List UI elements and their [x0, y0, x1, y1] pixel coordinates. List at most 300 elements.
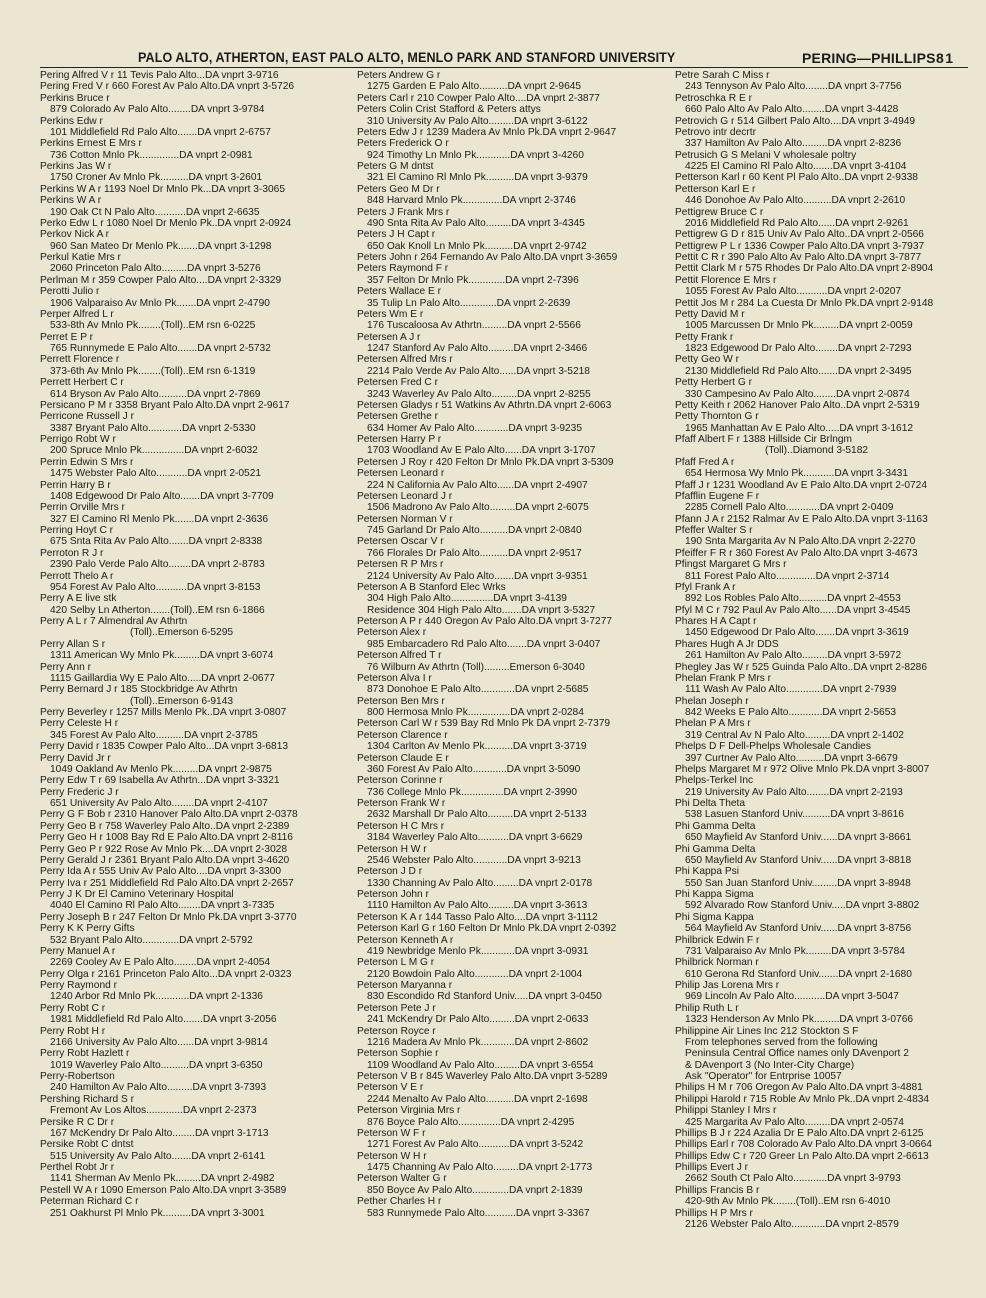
listing-line: 1823 Edgewood Dr Palo Alto........DA vnprt 2-7293 [685, 343, 912, 354]
listing-line: Peterson Pete J r [357, 1002, 436, 1014]
listing-line: Perry Olga r 2161 Princeton Palo Alto...DA vnprt 2-0323 [40, 968, 292, 980]
listing-line: Peterson Karl G r 160 Felton Dr Mnlo Pk.DA vnprt 2-0392 [357, 923, 617, 935]
listing-line: 538 Lasuen Stanford Univ..........DA vnprt 3-8616 [685, 809, 904, 821]
listing-line: 76 Wilburn Av Athrtn (Toll).........Emerson 6-3040 [367, 661, 585, 673]
listing-line: Peters Carl r 210 Cowper Palo Alto....DA vnprt 2-3877 [357, 92, 600, 104]
listing-line: 2166 University Av Palo Alto......DA vnprt 3-9814 [50, 1036, 268, 1048]
listing-line: Pfann J A r 2152 Ralmar Av E Palo Alto.DA vnprt 3-1163 [675, 513, 928, 525]
listing-line: 650 Mayfield Av Stanford Univ......DA vnprt 3-8818 [685, 854, 912, 866]
listing-line: 3387 Bryant Palo Alto............DA vnprt 2-5330 [50, 422, 256, 434]
listing-line: Peterson Alfred T r [357, 650, 442, 662]
listing-line: 2269 Cooley Av E Palo Alto........DA vnprt 2-4054 [50, 957, 271, 969]
listing-line: 1240 Arbor Rd Mnlo Pk............DA vnprt 2-1336 [50, 991, 263, 1003]
listing-line: Peterson Royce r [357, 1025, 436, 1037]
listing-line: Perry Gerald J r 2361 Bryant Palo Alto.DA vnprt 3-4620 [40, 854, 290, 866]
listing-line: Peters Edw J r 1239 Madera Av Mnlo Pk.DA vnprt 2-9647 [357, 126, 617, 138]
listing-line: Perrin Edwin S Mrs r [40, 456, 134, 468]
listing-line: Phegley Jas W r 525 Guinda Palo Alto..DA vnprt 2-8286 [675, 661, 927, 673]
listing-line: Pettigrew P L r 1336 Cowper Palo Alto.DA vnprt 3-7937 [675, 240, 925, 252]
listing-line: 2244 Menalto Av Palo Alto..........DA vnprt 2-1698 [367, 1093, 588, 1105]
listing-line: Perry Edw T r 69 Isabella Av Athrtn...DA vnprt 3-3321 [40, 775, 280, 787]
listing-line: 397 Curtner Av Palo Alto..........DA vnprt 3-6679 [685, 752, 898, 764]
listing-line: Peterson Ben Mrs r [357, 695, 445, 707]
listing-line: 446 Donohoe Av Palo Alto..........DA vnprt 2-2610 [685, 195, 906, 207]
listing-line: Philip Ruth L r [675, 1002, 739, 1014]
listing-line: 1981 Middlefield Rd Palo Alto.......DA vnprt 3-2056 [50, 1014, 277, 1026]
listing-line: Perkins W A r [40, 195, 102, 207]
listing-line: Petty Frank r [675, 331, 734, 343]
listing-line: Petty Thornton G r [675, 411, 759, 423]
listing-line: 190 Snta Margarita Av N Palo Alto.DA vnprt 2-2270 [685, 536, 916, 548]
listing-line: 592 Alvarado Row Stanford Univ.....DA vnprt 3-8802 [685, 900, 920, 912]
listing-line: Petersen A J r [357, 331, 421, 343]
listing-line: Perry David r 1835 Cowper Palo Alto...DA vnprt 3-6813 [40, 741, 289, 753]
listing-line: 610 Gerona Rd Stanford Univ.......DA vnprt 2-1680 [685, 968, 912, 980]
listing-line: 2016 Middlefield Rd Palo Alto......DA vnprt 2-9261 [685, 217, 909, 229]
listing-line: 736 Cotton Mnlo Pk..............DA vnprt 2-0981 [50, 149, 253, 161]
listing-line: Philips H M r 706 Oregon Av Palo Alto.DA vnprt 3-4881 [675, 1082, 923, 1094]
listing-line: Perko Edw L r 1080 Noel Dr Menlo Pk..DA vnprt 2-0924 [40, 217, 292, 229]
listing-line: 1506 Madrono Av Palo Alto.........DA vnprt 2-6075 [367, 502, 589, 514]
listing-line: 848 Harvard Mnlo Pk..............DA vnprt 2-3746 [367, 195, 576, 207]
listing-line: 1055 Forest Av Palo Alto...........DA vnprt 2-0207 [685, 286, 902, 298]
listing-line: 876 Boyce Palo Alto...............DA vnprt 2-4295 [367, 1116, 575, 1128]
listing-line: 533-8th Av Mnlo Pk........(Toll)..EM rsn 6-0225 [50, 320, 256, 332]
listing-line: 101 Middlefield Rd Palo Alto.......DA vnprt 2-6757 [50, 126, 271, 138]
listing-line: Petersen Fred C r [357, 377, 438, 389]
listing-line: 532 Bryant Palo Alto.............DA vnprt 2-5792 [50, 934, 253, 946]
listing-line: Perkins Ernest E Mrs r [40, 138, 142, 150]
listing-line: Perry Robt C r [40, 1002, 106, 1014]
listing-line: 1109 Woodland Av Palo Alto.........DA vnprt 3-6554 [367, 1059, 594, 1071]
listing-line: 985 Embarcadero Rd Palo Alto.......DA vnprt 3-0407 [367, 638, 601, 650]
listing-line: Perring Hoyt C r [40, 525, 114, 536]
listing-line: 360 Forest Av Palo Alto............DA vnprt 3-5090 [367, 763, 581, 775]
listing-line: Peters Andrew G r [357, 70, 441, 81]
listing-line: Petersen Harry P r [357, 434, 442, 445]
listing-line: Peterson V E r [357, 1082, 424, 1094]
listing-line: 1703 Woodland Av E Palo Alto......DA vnprt 3-1707 [367, 445, 596, 457]
listing-line: Perry-Robertson [40, 1071, 115, 1082]
listing-line: Perry Geo H r 1008 Bay Rd E Palo Alto.DA vnprt 2-8116 [40, 832, 293, 844]
listing-line: 190 Oak Ct N Palo Alto...........DA vnprt 2-6635 [50, 206, 260, 218]
listing-line: Perry Joseph B r 247 Felton Dr Mnlo Pk.DA vnprt 3-3770 [40, 911, 297, 923]
listing-line: Petersen Oscar V r [357, 536, 444, 548]
listing-line: Perkul Katie Mrs r [40, 252, 121, 263]
listing-line: Phelan Frank P Mrs r [675, 672, 772, 684]
listing-line: Persike Robt C dntst [40, 1139, 134, 1151]
listing-line: 766 Florales Dr Palo Alto..........DA vnprt 2-9517 [367, 547, 582, 559]
listing-line: 850 Boyce Av Palo Alto.............DA vnprt 2-1839 [367, 1184, 583, 1196]
listing-line: 111 Wash Av Palo Alto.............DA vnprt 2-7939 [685, 684, 897, 696]
listing-line: 419 Newbridge Menlo Pk............DA vnprt 3-0931 [367, 945, 589, 957]
listing-line: Peters Colin Crist Stafford & Peters attys [357, 104, 541, 116]
listing-line: Peterson Virginia Mrs r [357, 1105, 461, 1117]
listing-line: Pering Fred V r 660 Forest Av Palo Alto.DA vnprt 3-5726 [40, 81, 295, 93]
listing-line: Pershing Richard S r [40, 1093, 134, 1105]
listing-line: Perry Ann r [40, 661, 91, 673]
listing-line: Pfafflin Eugene F r [675, 490, 760, 502]
listing-line: 765 Runnymede E Palo Alto.......DA vnprt 2-5732 [50, 343, 271, 354]
listing-line: Phelps Margaret M r 972 Olive Mnlo Pk.DA vnprt 3-8007 [675, 763, 930, 775]
listing-line: Perroton R J r [40, 547, 104, 559]
listing-line: 2546 Webster Palo Alto............DA vnprt 3-9213 [367, 854, 581, 866]
listing-line: 357 Felton Dr Mnlo Pk.............DA vnprt 2-7396 [367, 274, 579, 286]
listing-line: 1475 Webster Palo Alto...........DA vnprt 2-0521 [50, 468, 262, 480]
listing-line: 224 N California Av Palo Alto......DA vnprt 2-4907 [367, 479, 588, 491]
listing-line: Persicano P M r 3358 Bryant Palo Alto.DA vnprt 2-9617 [40, 399, 290, 411]
listing-line: Pering Alfred V r 11 Tevis Palo Alto...DA vnprt 3-9716 [40, 70, 279, 81]
listing-line: 2632 Marshall Dr Palo Alto.........DA vnprt 2-5133 [367, 809, 587, 821]
listing-line: 2130 Middlefield Rd Palo Alto.......DA vnprt 2-3495 [685, 365, 912, 377]
listing-line: Phelan P A Mrs r [675, 718, 751, 730]
listing-line: 219 University Av Palo Alto........DA vnprt 2-2193 [685, 786, 903, 798]
listing-line: Petersen Grethe r [357, 411, 438, 423]
listing-line: 4225 El Camino Rl Palo Alto.......DA vnprt 3-4104 [685, 161, 907, 172]
listing-line: Peterson Corinne r [357, 775, 443, 787]
listing-line: Peterson Frank W r [357, 798, 446, 809]
listing-line: 2120 Bowdoin Palo Alto............DA vnprt 2-1004 [367, 968, 583, 980]
listing-line: 330 Campesino Av Palo Alto........DA vnprt 2-0874 [685, 388, 910, 400]
listing-line: Peterson Alva I r [357, 672, 432, 684]
listing-line: Perrigo Robt W r [40, 434, 116, 445]
listing-line: 1049 Oakland Av Menlo Pk.........DA vnprt 2-9875 [50, 763, 272, 775]
listing-line: Perkins Edw r [40, 115, 103, 127]
listing-line: Perkins Bruce r [40, 92, 110, 104]
listing-line: Petty Keith r 2062 Hanover Palo Alto..DA vnprt 2-5319 [675, 399, 920, 411]
listing-line: Petersen R P Mrs r [357, 559, 444, 571]
listing-line: Perry A E live stk [40, 593, 117, 605]
listing-line: Pettit Jos M r 284 La Cuesta Dr Mnlo Pk.DA vnprt 2-9148 [675, 297, 934, 309]
listing-line: Petty David M r [675, 308, 745, 320]
listing-line: Residence 304 High Palo Alto.......DA vnprt 3-5327 [367, 604, 596, 616]
listing-line: 583 Runnymede Palo Alto...........DA vnprt 3-3367 [367, 1207, 590, 1219]
listing-line: Perkins Jas W r [40, 161, 112, 172]
listing-line: 243 Tennyson Av Palo Alto........DA vnprt 3-7756 [685, 81, 902, 93]
listing-line: Perricone Russell J r [40, 411, 134, 423]
listing-line: Phi Kappa Sigma [675, 889, 754, 900]
listing-line: Perry A L r 7 Almendral Av Athrtn [40, 616, 188, 627]
listing-column-1 [40, 70, 340, 1260]
listing-line: Perry Ida A r 555 Univ Av Palo Alto....DA vnprt 3-3300 [40, 866, 282, 878]
listing-line: Perry G F Bob r 2310 Hanover Palo Alto.DA vnprt 2-0378 [40, 809, 298, 821]
listing-line: Pether Charles H r [357, 1196, 442, 1208]
listing-line: 1141 Sherman Av Menlo Pk.........DA vnprt 2-4982 [50, 1173, 275, 1185]
listing-line: Perry K K Perry Gifts [40, 923, 135, 935]
listing-line: 2285 Cornell Palo Alto............DA vnprt 2-0409 [685, 502, 894, 514]
listing-line: Pfeffer Walter S r [675, 525, 753, 536]
listing-line: 3243 Waverley Av Palo Alto.........DA vnprt 2-8255 [367, 388, 591, 400]
listing-line: Ask "Operator" for Entrprise 10057 [685, 1071, 842, 1082]
listing-line: Peterson A B Stanford Elec Wrks [357, 581, 506, 593]
listing-line: Perry David Jr r [40, 752, 111, 764]
listing-line: 241 McKendry Dr Palo Alto.........DA vnprt 2-0633 [367, 1014, 589, 1026]
page-number: 81 [936, 50, 955, 66]
listing-line: & DAvenport 3 (No Inter-City Charge) [685, 1059, 855, 1071]
listing-line: Petroschka R E r [675, 92, 752, 104]
listing-line: Phillips Francis B r [675, 1184, 760, 1196]
listing-line: Perper Alfred L r [40, 308, 114, 320]
listing-line: 515 University Av Palo Alto.......DA vnprt 2-6141 [50, 1150, 265, 1162]
listing-line: 1019 Waverley Palo Alto..........DA vnprt 3-6350 [50, 1059, 263, 1071]
listing-line: 304 High Palo Alto...............DA vnprt 3-4139 [367, 593, 567, 605]
listing-line: Perry Geo P r 922 Rose Av Mnlo Pk....DA vnprt 2-3028 [40, 843, 288, 855]
listing-line: Perry Iva r 251 Middlefield Rd Palo Alto.DA vnprt 2-2657 [40, 877, 294, 889]
listing-line: Petterson Karl E r [675, 183, 756, 195]
listing-line: 251 Oakhurst Pl Mnlo Pk..........DA vnprt 3-3001 [50, 1207, 265, 1219]
listing-column-2 [357, 70, 662, 1260]
listing-line: 261 Hamilton Av Palo Alto.........DA vnprt 3-5972 [685, 650, 902, 662]
listing-line: Petterson Karl r 60 Kent Pl Palo Alto..DA vnprt 2-9338 [675, 172, 918, 184]
listing-line: (Toll)..Emerson 6-5295 [130, 627, 234, 639]
listing-line: 1965 Manhattan Av E Palo Alto.....DA vnprt 3-1612 [685, 422, 914, 434]
listing-line: Fremont Av Los Altos.............DA vnprt 2-2373 [50, 1105, 257, 1117]
listing-line: 373-6th Av Mnlo Pk........(Toll)..EM rsn 6-1319 [50, 365, 256, 377]
listing-line: Peterson K A r 144 Tasso Palo Alto....DA vnprt 3-1112 [357, 911, 598, 923]
listing-line: From telephones served from the following [685, 1036, 878, 1048]
listing-line: Peterson Claude E r [357, 752, 449, 764]
listing-line: 1475 Channing Av Palo Alto.........DA vnprt 2-1773 [367, 1162, 593, 1173]
listing-line: Petersen Alfred Mrs r [357, 354, 453, 366]
listing-line: Pestell W A r 1090 Emerson Palo Alto.DA vnprt 3-3589 [40, 1184, 287, 1196]
listing-line: 924 Timothy Ln Mnlo Pk............DA vnprt 3-4260 [367, 149, 584, 161]
listing-line: Phelps D F Dell-Phelps Wholesale Candies [675, 741, 871, 753]
listing-line: Perry Frederic J r [40, 786, 119, 798]
listing-line: Perret E P r [40, 331, 94, 343]
listing-line: Petersen Gladys r 51 Watkins Av Athrtn.DA vnprt 2-6063 [357, 399, 612, 411]
listing-line: 1247 Stanford Av Palo Alto.........DA vnprt 2-3466 [367, 343, 588, 354]
listing-line: Peterson John r [357, 889, 429, 900]
listing-line: 660 Palo Alto Av Palo Alto........DA vnprt 3-4428 [685, 104, 899, 116]
listing-line: Perry Robt H r [40, 1025, 106, 1037]
listing-line: Phillips Earl r 708 Colorado Av Palo Alto.DA vnprt 3-0664 [675, 1139, 932, 1151]
listing-line: Perry J K Dr El Camino Veterinary Hospital [40, 889, 234, 900]
listing-line: Peterson A P r 440 Oregon Av Palo Alto.DA vnprt 3-7277 [357, 616, 613, 627]
listing-line: 1304 Carlton Av Menlo Pk..........DA vnprt 3-3719 [367, 741, 587, 753]
listing-line: Phi Delta Theta [675, 798, 746, 809]
listing-line: Peterson H W r [357, 843, 427, 855]
listing-line: (Toll)..Diamond 3-5182 [765, 445, 869, 457]
listing-line: (Toll)..Emerson 6-9143 [130, 695, 234, 707]
listing-line: 651 University Av Palo Alto........DA vnprt 2-4107 [50, 798, 268, 809]
listing-line: Peters John r 264 Fernando Av Palo Alto.DA vnprt 3-3659 [357, 252, 618, 263]
listing-line: 1115 Gaillardia Wy E Palo Alto.....DA vnprt 2-0677 [50, 672, 275, 684]
listing-line: 654 Hermosa Wy Mnlo Pk...........DA vnprt 3-3431 [685, 468, 908, 480]
listing-line: 675 Snta Rita Av Palo Alto.......DA vnprt 2-8338 [50, 536, 263, 548]
listing-line: Petersen Norman V r [357, 513, 453, 525]
listing-line: Phelps-Terkel Inc [675, 775, 754, 787]
listing-line: Pettit Clark M r 575 Rhodes Dr Palo Alto.DA vnprt 2-8904 [675, 263, 934, 275]
listing-line: 1271 Forest Av Palo Alto...........DA vnprt 3-5242 [367, 1139, 584, 1151]
listing-line: Pettigrew G D r 815 Univ Av Palo Alto..DA vnprt 2-0566 [675, 229, 924, 241]
listing-line: 345 Forest Av Palo Alto..........DA vnprt 2-3785 [50, 729, 258, 741]
listing-line: 954 Forest Av Palo Alto...........DA vnprt 3-8153 [50, 581, 261, 593]
listing-line: 1450 Edgewood Dr Palo Alto.......DA vnprt 3-3619 [685, 627, 909, 639]
listing-line: Peterson Kenneth A r [357, 934, 454, 946]
listing-line: 337 Hamilton Av Palo Alto.........DA vnprt 2-8236 [685, 138, 902, 150]
listing-line: 2060 Princeton Palo Alto.........DA vnprt 3-5276 [50, 263, 261, 275]
listing-line: Pfaff J r 1231 Woodland Av E Palo Alto.DA vnprt 2-0724 [675, 479, 928, 491]
listing-line: Peninsula Central Office names only DAvenport 2 [685, 1048, 909, 1060]
listing-line: Pettigrew Bruce C r [675, 206, 764, 218]
listing-line: Petrovo intr decrtr [675, 126, 756, 138]
listing-line: Perrett Florence r [40, 354, 120, 366]
listing-line: Perry Geo B r 758 Waverley Palo Alto..DA vnprt 2-2389 [40, 820, 290, 832]
listing-line: Peterson Maryanna r [357, 980, 453, 991]
listing-column-3 [675, 70, 975, 1260]
listing-line: Petre Sarah C Miss r [675, 70, 770, 81]
listing-line: Persike R C Dr r [40, 1116, 115, 1128]
listing-line: 1275 Garden E Palo Alto..........DA vnprt 2-9645 [367, 81, 582, 93]
listing-line: Phillips Edw C r 720 Greer Ln Palo Alto.DA vnprt 2-6613 [675, 1150, 929, 1162]
listing-line: 736 College Mnlo Pk...............DA vnprt 2-3990 [367, 786, 578, 798]
listing-line: 1906 Valparaiso Av Mnlo Pk.......DA vnprt 2-4790 [50, 297, 270, 309]
listing-line: Phillips H P Mrs r [675, 1207, 753, 1219]
listing-line: Philbrick Edwin F r [675, 934, 760, 946]
listing-line: Perrin Orville Mrs r [40, 502, 125, 514]
listing-line: Petersen Leonard r [357, 468, 445, 480]
listing-line: Peters Geo M Dr r [357, 183, 440, 195]
listing-line: 1216 Madera Av Mnlo Pk............DA vnprt 2-8602 [367, 1036, 589, 1048]
listing-line: 1750 Croner Av Mnlo Pk..........DA vnprt 3-2601 [50, 172, 263, 184]
listing-line: Philip Jas Lorena Mrs r [675, 980, 780, 991]
listing-line: Phelan Joseph r [675, 695, 749, 707]
listing-line: Perotti Julio r [40, 286, 100, 298]
directory-title: PALO ALTO, ATHERTON, EAST PALO ALTO, MENLO PARK AND STANFORD UNIVERSITY [138, 50, 676, 65]
listing-line: Pfyl M C r 792 Paul Av Palo Alto......DA vnprt 3-4545 [675, 604, 911, 616]
listing-line: Peterman Richard C r [40, 1196, 139, 1208]
listing-line: Phares Hugh A Jr DDS [675, 638, 779, 650]
listing-line: Perry Celeste H r [40, 718, 119, 730]
listing-line: Peterson V B r 845 Waverley Palo Alto.DA vnprt 3-5289 [357, 1071, 608, 1082]
listing-line: Peterson J D r [357, 866, 423, 878]
listing-line: 319 Central Av N Palo Alto.........DA vnprt 2-1402 [685, 729, 904, 741]
listing-line: 310 University Av Palo Alto.........DA vnprt 3-6122 [367, 115, 588, 127]
listing-line: Pfaff Albert F r 1388 Hillside Cir Brlngm [675, 434, 853, 445]
listing-line: Perry Allan S r [40, 638, 106, 650]
listing-line: 420 Selby Ln Atherton.......(Toll)..EM rsn 6-1866 [50, 604, 265, 616]
listing-line: 4040 El Camino Rl Palo Alto........DA vnprt 3-7335 [50, 900, 275, 912]
listing-line: 176 Tuscaloosa Av Athrtn.........DA vnprt 2-5566 [367, 320, 581, 332]
listing-line: 2126 Webster Palo Alto............DA vnprt 2-8579 [685, 1218, 899, 1230]
listing-line: 200 Spruce Mnlo Pk...............DA vnprt 2-6032 [50, 445, 258, 457]
listing-line: 1330 Channing Av Palo Alto.........DA vnprt 2-0178 [367, 877, 593, 889]
listing-line: Phi Kappa Psi [675, 866, 739, 878]
listing-line: Phi Gamma Delta [675, 843, 756, 855]
listing-line: Petersen Leonard J r [357, 490, 453, 502]
listing-line: 35 Tulip Ln Palo Alto.............DA vnprt 2-2639 [367, 297, 571, 309]
listing-line: Petrusich G S Melani V wholesale poltry [675, 149, 857, 161]
listing-line: 969 Lincoln Av Palo Alto...........DA vnprt 3-5047 [685, 991, 899, 1003]
listing-line: 425 Margarita Av Palo Alto.........DA vnprt 2-0574 [685, 1116, 904, 1128]
listing-line: Peters Wallace E r [357, 286, 441, 298]
listing-line: Pfeiffer F R r 360 Forest Av Palo Alto.DA vnprt 3-4673 [675, 547, 918, 559]
listing-line: Perkov Nick A r [40, 229, 110, 241]
listing-line: 167 McKendry Dr Palo Alto........DA vnprt 3-1713 [50, 1127, 269, 1139]
listing-line: 800 Hermosa Mnlo Pk...............DA vnprt 2-0284 [367, 707, 584, 718]
listing-line: Peterson Walter G r [357, 1173, 447, 1185]
listing-line: 327 El Camino Rl Menlo Pk.......DA vnprt 2-3636 [50, 513, 269, 525]
listing-line: Pfingst Margaret G Mrs r [675, 559, 787, 571]
listing-line: 650 Oak Knoll Ln Mnlo Pk..........DA vnprt 2-9742 [367, 240, 587, 252]
listing-line: Peterson Sophie r [357, 1048, 439, 1060]
listing-line: 550 San Juan Stanford Univ.........DA vnprt 3-8948 [685, 877, 911, 889]
listing-line: Perry Manuel A r [40, 945, 116, 957]
listing-line: 321 El Camino Rl Mnlo Pk..........DA vnprt 3-9379 [367, 172, 588, 184]
listing-line: Perrett Herbert C r [40, 377, 124, 389]
listing-line: Philbrick Norman r [675, 957, 759, 969]
listing-line: Perrin Harry B r [40, 479, 111, 491]
listing-line: Pfyl Frank A r [675, 581, 736, 593]
listing-line: Perlman M r 359 Cowper Palo Alto....DA vnprt 2-3329 [40, 274, 282, 286]
listing-line: 490 Snta Rita Av Palo Alto.........DA vnprt 3-4345 [367, 217, 585, 229]
listing-line: Phillips B J r 224 Azalia Dr E Palo Alto.DA vnprt 2-6125 [675, 1127, 924, 1139]
listing-line: Peterson W F r [357, 1127, 426, 1139]
listing-line: Perry Bernard J r 185 Stockbridge Av Athrtn [40, 684, 238, 696]
listing-line: Philippi Stanley I Mrs r [675, 1105, 777, 1117]
listing-line: Peterson Clarence r [357, 729, 448, 741]
listing-line: Peters Frederick O r [357, 138, 449, 150]
listing-line: Peterson Carl W r 539 Bay Rd Mnlo Pk DA vnprt 2-7379 [357, 718, 611, 730]
listing-line: Philippine Air Lines Inc 212 Stockton S F [675, 1025, 859, 1037]
listing-line: 1005 Marcussen Dr Mnlo Pk.........DA vnprt 2-0059 [685, 320, 913, 332]
listing-line: Peterson Alex r [357, 627, 427, 639]
listing-line: Perthel Robt Jr r [40, 1162, 115, 1173]
listing-line: 650 Mayfield Av Stanford Univ......DA vnprt 3-8661 [685, 832, 912, 844]
listing-line: 2214 Palo Verde Av Palo Alto......DA vnprt 3-5218 [367, 365, 590, 377]
listing-line: Peters G M dntst [357, 161, 434, 172]
listing-line: 892 Los Robles Palo Alto..........DA vnprt 2-4553 [685, 593, 901, 605]
listing-line: Peters Raymond F r [357, 263, 449, 275]
listing-line: Petty Geo W r [675, 354, 739, 366]
listing-line: Phares H A Capt r [675, 616, 757, 627]
listing-line: Phillips Evert J r [675, 1162, 749, 1173]
listing-line: Perkins W A r 1193 Noel Dr Mnlo Pk...DA vnprt 3-3065 [40, 183, 285, 195]
listing-line: Peterson L M G r [357, 957, 435, 969]
listing-line: 2124 University Av Palo Alto.......DA vnprt 3-9351 [367, 570, 588, 582]
listing-line: Peterson H C Mrs r [357, 820, 445, 832]
listing-line: 873 Donohoe E Palo Alto............DA vnprt 2-5685 [367, 684, 589, 696]
listing-line: Petty Herbert G r [675, 377, 752, 389]
listing-line: Perry Beverley r 1257 Mills Menlo Pk..DA vnprt 3-0807 [40, 707, 287, 718]
listing-line: 842 Weeks E Palo Alto............DA vnprt 2-5653 [685, 707, 897, 718]
listing-line: 564 Mayfield Av Stanford Univ......DA vnprt 3-8756 [685, 923, 912, 935]
listing-line: 1110 Hamilton Av Palo Alto.........DA vnprt 3-3613 [367, 900, 588, 912]
listing-line: Philippi Harold r 715 Roble Av Mnlo Pk..DA vnprt 2-4834 [675, 1093, 930, 1105]
listing-line: 731 Valparaiso Av Mnlo Pk.........DA vnprt 3-5784 [685, 945, 905, 957]
listing-line: Peters Wm E r [357, 308, 424, 320]
listing-line: 879 Colorado Av Palo Alto........DA vnprt 3-9784 [50, 104, 265, 116]
listing-line: 240 Hamilton Av Palo Alto.........DA vnprt 3-7393 [50, 1082, 267, 1094]
listing-line: 420-9th Av Mnlo Pk........(Toll)..EM rsn 6-4010 [685, 1196, 891, 1208]
listing-line: 1408 Edgewood Dr Palo Alto.......DA vnprt 3-7709 [50, 490, 274, 502]
listing-line: 2390 Palo Verde Palo Alto........DA vnprt 2-8783 [50, 559, 265, 571]
listing-line: 1311 American Wy Mnlo Pk.........DA vnprt 3-6074 [50, 650, 274, 662]
listing-line: Peters J H Capt r [357, 229, 436, 241]
listing-line: 634 Homer Av Palo Alto............DA vnprt 3-9235 [367, 422, 582, 434]
listing-line: Perry Robt Hazlett r [40, 1048, 130, 1060]
listing-line: 830 Escondido Rd Stanford Univ.....DA vnprt 3-0450 [367, 991, 602, 1003]
listing-line: Phi Gamma Delta [675, 820, 756, 832]
listing-line: Perry Raymond r [40, 980, 117, 991]
listing-line: 745 Garland Dr Palo Alto..........DA vnprt 2-0840 [367, 525, 582, 536]
listing-line: Perrott Thelo A r [40, 570, 114, 582]
listing-line: Peterson W H r [357, 1150, 427, 1162]
header-rule [40, 67, 968, 68]
listing-line: 960 San Mateo Dr Menlo Pk.......DA vnprt 3-1298 [50, 240, 272, 252]
listing-line: Pettit Florence E Mrs r [675, 274, 777, 286]
listing-line: 2662 South Ct Palo Alto............DA vnprt 3-9793 [685, 1173, 901, 1185]
